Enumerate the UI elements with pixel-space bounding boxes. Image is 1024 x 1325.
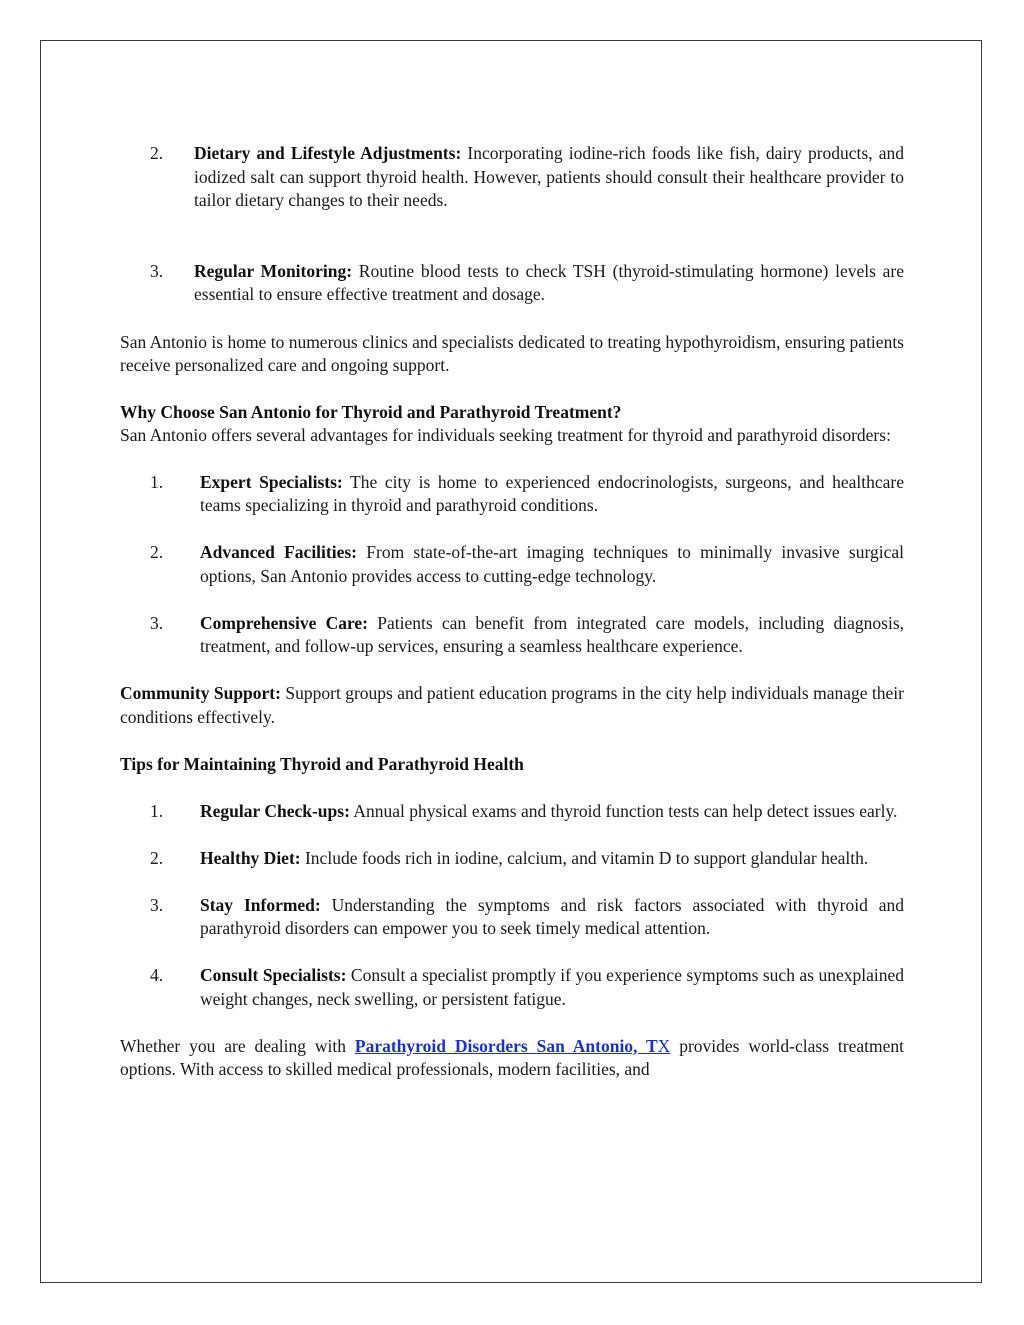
treatment-list — [120, 142, 904, 307]
document-body — [120, 142, 904, 1082]
list-item-title: Advanced Facilities: — [200, 542, 358, 562]
list-item-title: Regular Check-ups: — [200, 800, 350, 821]
list-item-title: Consult Specialists: — [200, 965, 347, 985]
list-item-text: The city is home to experienced endocrinologists, surgeons, and healthcare teams specializing in thyroid and parathyroid conditions. — [200, 471, 904, 515]
community-support-paragraph — [120, 682, 904, 729]
list-item — [120, 894, 904, 941]
list-item — [120, 800, 904, 824]
list-number: 2. — [150, 847, 164, 868]
list-item — [120, 471, 904, 518]
why-choose-intro: San Antonio offers several advantages for individuals seeking treatment for thyroid and parathyroid disorders: — [120, 425, 891, 445]
list-item-text: Include foods rich in iodine, calcium, and vitamin D to support glandular health. — [300, 847, 869, 868]
parathyroid-disorders-link[interactable] — [355, 1036, 670, 1056]
tips-heading: Tips for Maintaining Thyroid and Parathyroid Health — [120, 753, 524, 774]
list-item-title: Comprehensive Care: — [200, 612, 369, 633]
list-number: 1. — [150, 471, 164, 492]
community-support-text: Support groups and patient education programs in the city help individuals manage their conditions effectively. — [120, 683, 904, 727]
list-item-title: Dietary and Lifestyle Adjustments: — [194, 143, 462, 163]
tips-list — [120, 800, 904, 1012]
closing-text-before: Whether you are dealing with — [120, 1035, 355, 1056]
list-item-text: Incorporating iodine-rich foods like fish, dairy products, and iodized salt can support thyroid health. However, patients should consult their healthcare provider to tailor dietary changes to their needs. — [194, 143, 904, 210]
list-item-text: Understanding the symptoms and risk factors associated with thyroid and parathyroid disorders can empower you to seek timely medical attention. — [200, 894, 904, 938]
list-item-text: Routine blood tests to check TSH (thyroid-stimulating hormone) levels are essential to ensure effective treatment and dosage. — [194, 260, 904, 304]
list-number: 3. — [150, 894, 164, 915]
advantages-list — [120, 471, 904, 659]
list-item — [120, 260, 904, 307]
list-item — [120, 964, 904, 1011]
why-choose-heading: Why Choose San Antonio for Thyroid and Parathyroid Treatment? — [120, 401, 622, 422]
list-number: 4. — [150, 965, 164, 985]
list-item-text: Consult a specialist promptly if you experience symptoms such as unexplained weight changes, neck swelling, or persistent fatigue. — [200, 965, 904, 1009]
list-number: 2. — [150, 143, 164, 163]
list-item-title: Expert Specialists: — [200, 471, 343, 492]
san-antonio-paragraph: San Antonio is home to numerous clinics and specialists dedicated to treating hypothyroidism, ensuring patients receive personalized care and ongoing support. — [120, 331, 904, 375]
list-item-title: Stay Informed: — [200, 894, 321, 915]
community-support-title: Community Support: — [120, 683, 281, 703]
list-number: 1. — [150, 800, 164, 821]
list-item-text: Annual physical exams and thyroid function tests can help detect issues early. — [349, 800, 898, 821]
closing-text-after: provides world-class treatment options. With access to skilled medical professionals, modern facilities, and — [120, 1035, 904, 1079]
closing-paragraph — [120, 1035, 904, 1082]
list-item-text: Patients can benefit from integrated care models, including diagnosis, treatment, and follow-up services, ensuring a seamless healthcare experience. — [200, 612, 904, 656]
link-text: Parathyroid Disorders San Antonio, T — [354, 1035, 658, 1056]
list-item — [120, 847, 904, 871]
list-item-title: Regular Monitoring: — [194, 260, 353, 281]
list-number: 3. — [150, 612, 164, 633]
list-item-text: From state-of-the-art imaging techniques to minimally invasive surgical options, San Antonio provides access to cutting-edge technology. — [200, 542, 905, 586]
list-number: 3. — [150, 260, 164, 281]
list-item — [120, 541, 904, 588]
list-item-title: Healthy Diet: — [200, 847, 301, 868]
list-item — [120, 142, 904, 213]
list-number: 2. — [150, 542, 164, 562]
list-item — [120, 612, 904, 659]
link-text-tail: X — [657, 1035, 671, 1056]
